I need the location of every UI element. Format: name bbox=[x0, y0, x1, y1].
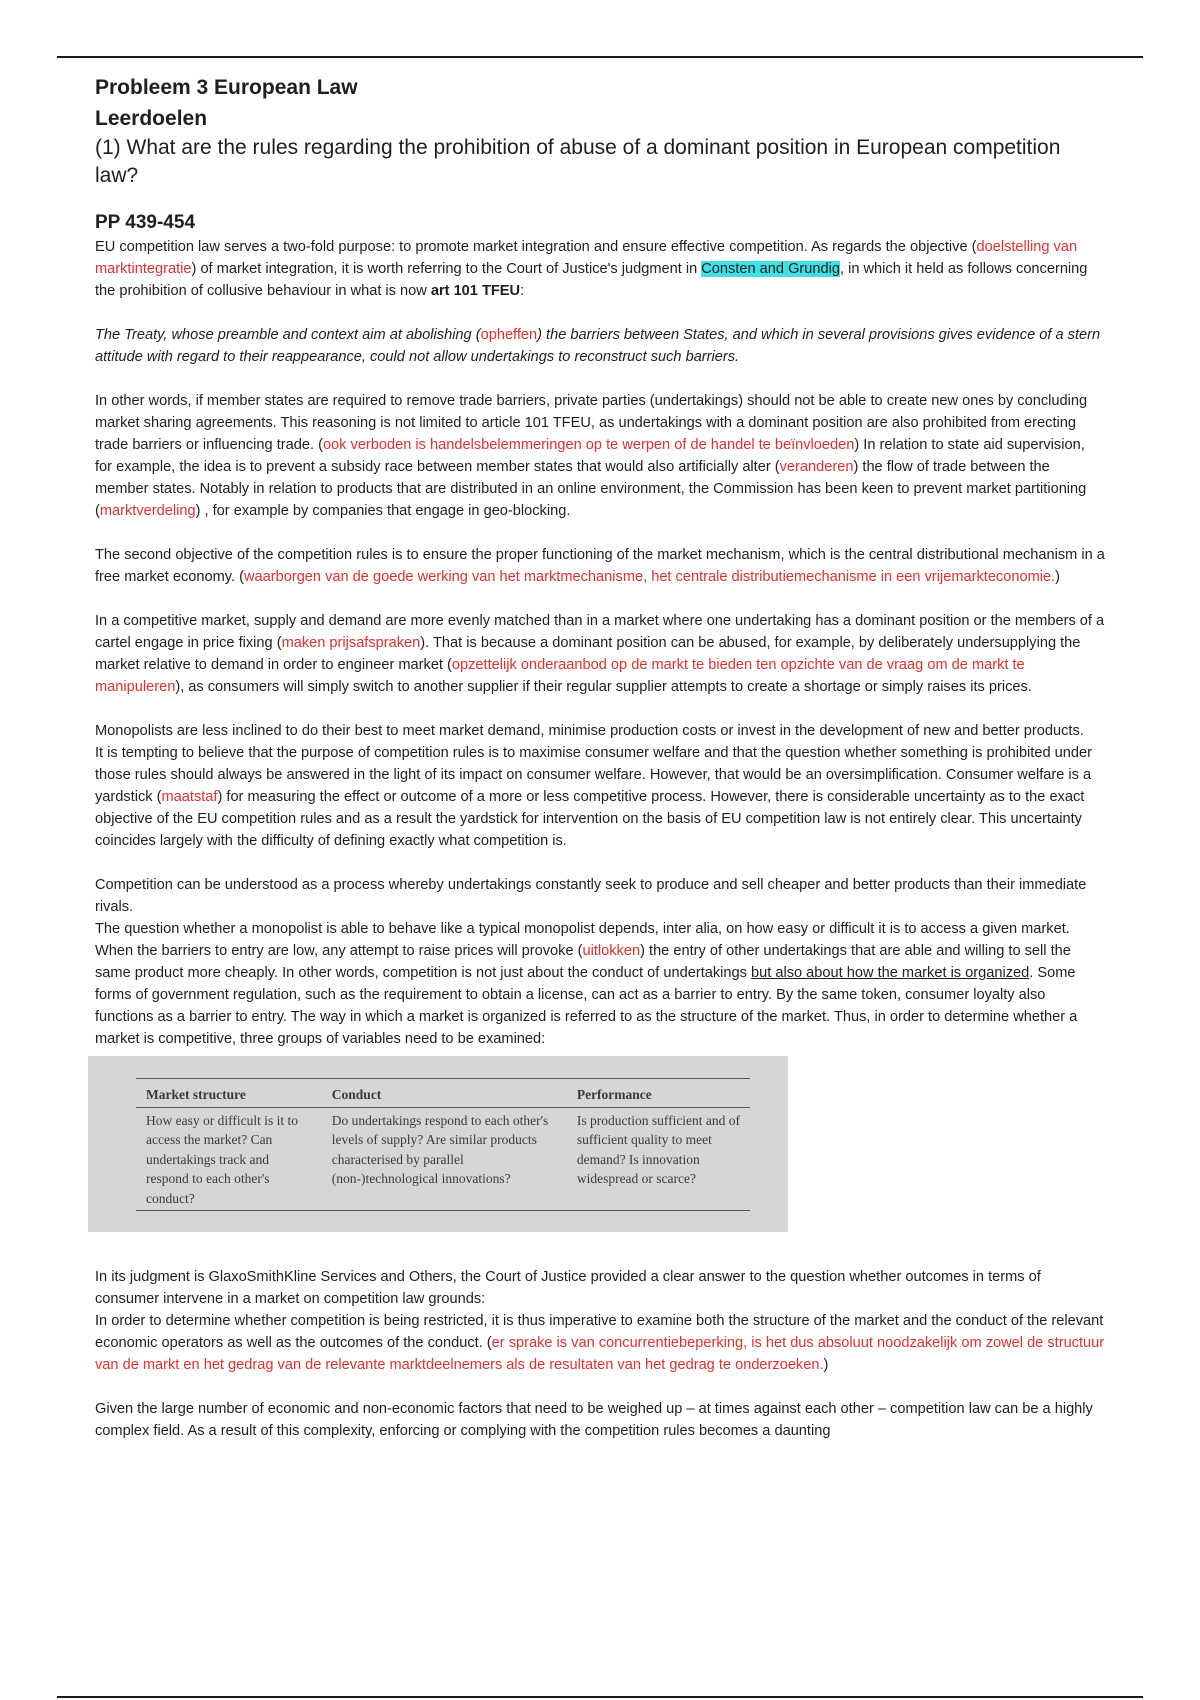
paragraph-8: In its judgment is GlaxoSmithKline Services and Others, the Court of Justice provided a clear answer to the question whether outcomes in terms of consumer intervene in a market on competition law grounds: In order to determine whether competition is being restricted, it is thus imperative to examine both the structure of the market and the conduct of the relevant economic operators as well as the outcomes of the conduct. (er sprake is van concurrentiebeperking, is het dus absoluut noodzakelijk om zowel de structuur van de markt en het gedrag van de relevante marktdeelnemers als de resultaten van het gedrag te onderzoeken.) bbox=[95, 1269, 1105, 1373]
table-cell: How easy or difficult is it to access the market? Can undertakings track and respond to each other's conduct? bbox=[136, 1107, 322, 1211]
translation-note: maken prijsafspraken bbox=[281, 635, 421, 651]
translation-note: maatstaf bbox=[161, 789, 218, 805]
table-header: Conduct bbox=[322, 1079, 567, 1108]
translation-note: ook verboden is handelsbelemmeringen op te werpen of de handel te beïnvloeden bbox=[322, 437, 855, 453]
scanned-table-image bbox=[88, 1056, 788, 1232]
document-title: Probleem 3 European Law bbox=[95, 76, 358, 99]
paragraph-1: EU competition law serves a two-fold purpose: to promote market integration and ensure effective competition. As regards the objective (doelstelling van marktintegratie) of market integration, it is worth referring to the Court of Justice's judgment in Consten and Grundig, in which it held as follows concerning the prohibition of collusive behaviour in what is now art 101 TFEU: bbox=[95, 239, 1088, 299]
paragraph-4: The second objective of the competition rules is to ensure the proper functioning of the market mechanism, which is the central distributional mechanism in a free market economy. (waarborgen van de goede werking van het marktmechanisme, het centrale distributiemechanisme in een vrijemarkteconomie.) bbox=[95, 547, 1105, 585]
translation-note: opzettelijk onderaanbod op de markt te bieden ten opzichte van de vraag om de markt te manipuleren bbox=[95, 657, 1025, 695]
market-variables-table bbox=[136, 1078, 750, 1211]
translation-note: doelstelling van marktintegratie bbox=[95, 239, 1078, 277]
paragraph-7: Competition can be understood as a process whereby undertakings constantly seek to produce and sell cheaper and better products than their immediate rivals. The question whether a monopolist is able to behave like a typical monopolist depends, inter alia, on how easy or difficult it is to access a given market. When the barriers to entry are low, any attempt to raise prices will provoke (uitlokken) the entry of other undertakings that are able and willing to sell the same product more cheaply. In other words, competition is not just about the conduct of undertakings but also about how the market is organized. Some forms of government regulation, such as the requirement to obtain a license, can act as a barrier to entry. By the same token, consumer loyalty also functions as a barrier to entry. The way in which a market is organized is referred to as the structure of the market. Thus, in order to determine whether a market is competitive, three groups of variables need to be examined: bbox=[95, 877, 1087, 1047]
translation-note: waarborgen van de goede werking van het marktmechanisme, het centrale distributiemechanisme in een vrijemarkteconomie. bbox=[243, 569, 1056, 585]
paragraph-5: In a competitive market, supply and demand are more evenly matched than in a market where one undertaking has a dominant position or the members of a cartel engage in price fixing (maken prijsafspraken). That is because a dominant position can be abused, for example, by deliberately undersupplying the market relative to demand in order to engineer market (opzettelijk onderaanbod op de markt te bieden ten opzichte van de vraag om de markt te manipuleren), as consumers will simply switch to another supplier if their regular supplier attempts to create a shortage or simply raises its prices. bbox=[95, 613, 1105, 695]
learning-goal: (1) What are the rules regarding the prohibition of abuse of a dominant position in European competition law? bbox=[95, 136, 1061, 187]
table-cell: Is production sufficient and of sufficient quality to meet demand? Is innovation widespread or scarce? bbox=[567, 1107, 750, 1211]
translation-note: marktverdeling bbox=[99, 503, 196, 519]
highlighted-case: Consten and Grundig bbox=[701, 261, 840, 277]
table-row bbox=[136, 1107, 750, 1211]
table-header: Market structure bbox=[136, 1079, 322, 1108]
translation-note: er sprake is van concurrentiebeperking, is het dus absoluut noodzakelijk om zowel de structuur van de markt en het gedrag van de relevante marktdeelnemers als de resultaten van het gedrag te onderzoeken. bbox=[95, 1335, 1105, 1373]
document-page bbox=[95, 72, 1105, 1442]
section-heading: PP 439-454 bbox=[95, 212, 196, 233]
underlined-text: but also about how the market is organized bbox=[751, 965, 1030, 981]
paragraph-6: Monopolists are less inclined to do their best to meet market demand, minimise production costs or invest in the development of new and better products. It is tempting to believe that the purpose of competition rules is to maximise consumer welfare and that the question whether something is prohibited under those rules should always be answered in the light of its impact on consumer welfare. However, that would be an oversimplification. Consumer welfare is a yardstick (maatstaf) for measuring the effect or outcome of a more or less competitive process. However, there is considerable uncertainty as to the exact objective of the EU competition rules and as a result the yardstick for intervention on the basis of EU competition law is not entirely clear. This uncertainty coincides largely with the difficulty of defining exactly what competition is. bbox=[95, 723, 1092, 849]
table-cell: Do undertakings respond to each other's levels of supply? Are similar products characterised by parallel (non-)technological innovations? bbox=[322, 1107, 567, 1211]
paragraph-3: In other words, if member states are required to remove trade barriers, private parties (undertakings) should not be able to create new ones by concluding market sharing agreements. This reasoning is not limited to article 101 TFEU, as undertakings with a dominant position are also prohibited from erecting trade barriers or influencing trade. (ook verboden is handelsbelemmeringen op te werpen of de handel te beïnvloeden) In relation to state aid supervision, for example, the idea is to prevent a subsidy race between member states that would also artificially alter (veranderen) the flow of trade between the member states. Notably in relation to products that are distributed in an online environment, the Commission has been keen to prevent market partitioning (marktverdeling) , for example by companies that engage in geo-blocking. bbox=[95, 393, 1088, 519]
translation-note: veranderen bbox=[779, 459, 854, 475]
translation-note: opheffen bbox=[480, 327, 538, 343]
article-ref: art 101 TFEU bbox=[430, 283, 521, 299]
document-subtitle: Leerdoelen bbox=[95, 107, 208, 130]
table-header: Performance bbox=[567, 1079, 750, 1108]
top-rule bbox=[57, 56, 1143, 58]
translation-note: uitlokken bbox=[582, 943, 641, 959]
bottom-rule bbox=[57, 1696, 1143, 1698]
paragraph-quote: The Treaty, whose preamble and context aim at abolishing (opheffen) the barriers between States, and which in several provisions gives evidence of a stern attitude with regard to their reappearance, could not allow undertakings to reconstruct such barriers. bbox=[95, 327, 1101, 365]
paragraph-9: Given the large number of economic and non-economic factors that need to be weighed up – at times against each other – competition law can be a highly complex field. As a result of this complexity, enforcing or complying with the competition rules becomes a daunting bbox=[95, 1401, 1093, 1439]
